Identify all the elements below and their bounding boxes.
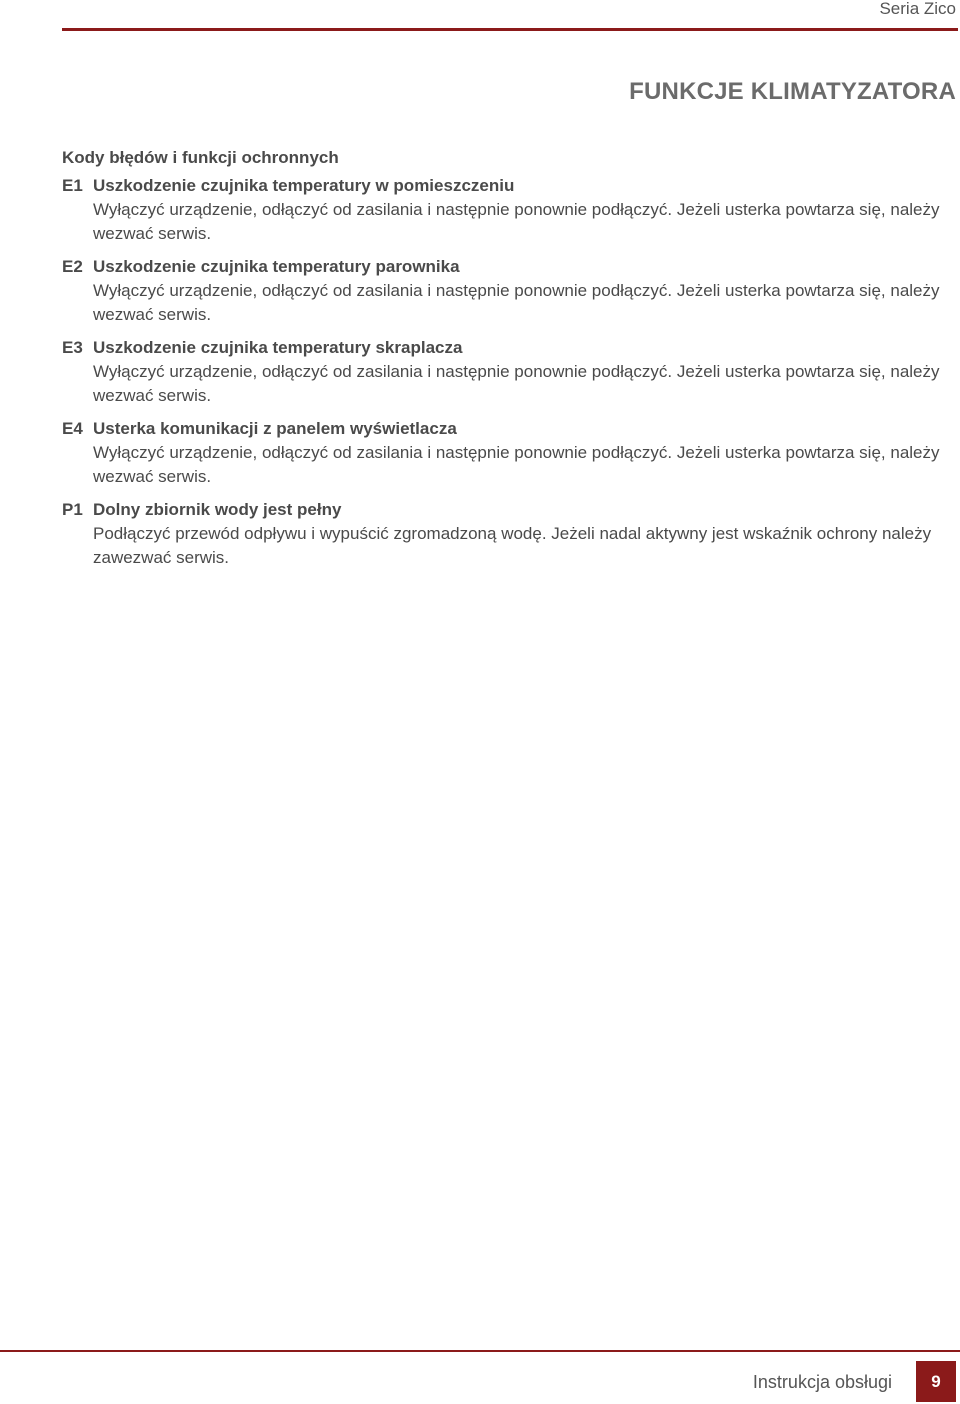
error-description: Podłączyć przewód odpływu i wypuścić zgromadzoną wodę. Jeżeli nadal aktywny jest wskaźnik ochrony należy zawezwać serwis. (93, 524, 932, 567)
page-number: 9 (916, 1361, 956, 1402)
bottom-divider (0, 1350, 960, 1352)
error-description: Wyłączyć urządzenie, odłączyć od zasilania i następnie ponownie podłączyć. Jeżeli usterka powtarza się, należy wezwać serwis. (93, 362, 940, 405)
error-code: E4 (62, 419, 83, 438)
error-title: Uszkodzenie czujnika temperatury skraplacza (93, 338, 463, 357)
error-title: Usterka komunikacji z panelem wyświetlacza (93, 419, 457, 438)
error-code: E3 (62, 338, 83, 357)
error-title: Dolny zbiornik wody jest pełny (93, 500, 342, 519)
section-title: FUNKCJE KLIMATYZATORA (629, 78, 956, 105)
error-code: E2 (62, 257, 83, 276)
error-codes-section (62, 146, 958, 579)
error-title: Uszkodzenie czujnika temperatury w pomieszczeniu (93, 176, 515, 195)
error-code: P1 (62, 500, 83, 519)
series-label: Seria Zico (879, 0, 956, 18)
error-entry-e3 (62, 336, 958, 408)
error-description: Wyłączyć urządzenie, odłączyć od zasilania i następnie ponownie podłączyć. Jeżeli usterka powtarza się, należy wezwać serwis. (93, 443, 940, 486)
error-description: Wyłączyć urządzenie, odłączyć od zasilania i następnie ponownie podłączyć. Jeżeli usterka powtarza się, należy wezwać serwis. (93, 200, 940, 243)
error-entry-e2 (62, 255, 958, 327)
top-divider (62, 28, 958, 31)
error-description: Wyłączyć urządzenie, odłączyć od zasilania i następnie ponownie podłączyć. Jeżeli usterka powtarza się, należy wezwać serwis. (93, 281, 940, 324)
error-title: Uszkodzenie czujnika temperatury parownika (93, 257, 460, 276)
error-entry-e4 (62, 417, 958, 489)
error-entry-e1 (62, 174, 958, 246)
footer-label: Instrukcja obsługi (752, 1372, 892, 1392)
error-code: E1 (62, 176, 83, 195)
section-heading: Kody błędów i funkcji ochronnych (62, 148, 339, 167)
error-entry-p1 (62, 498, 958, 570)
